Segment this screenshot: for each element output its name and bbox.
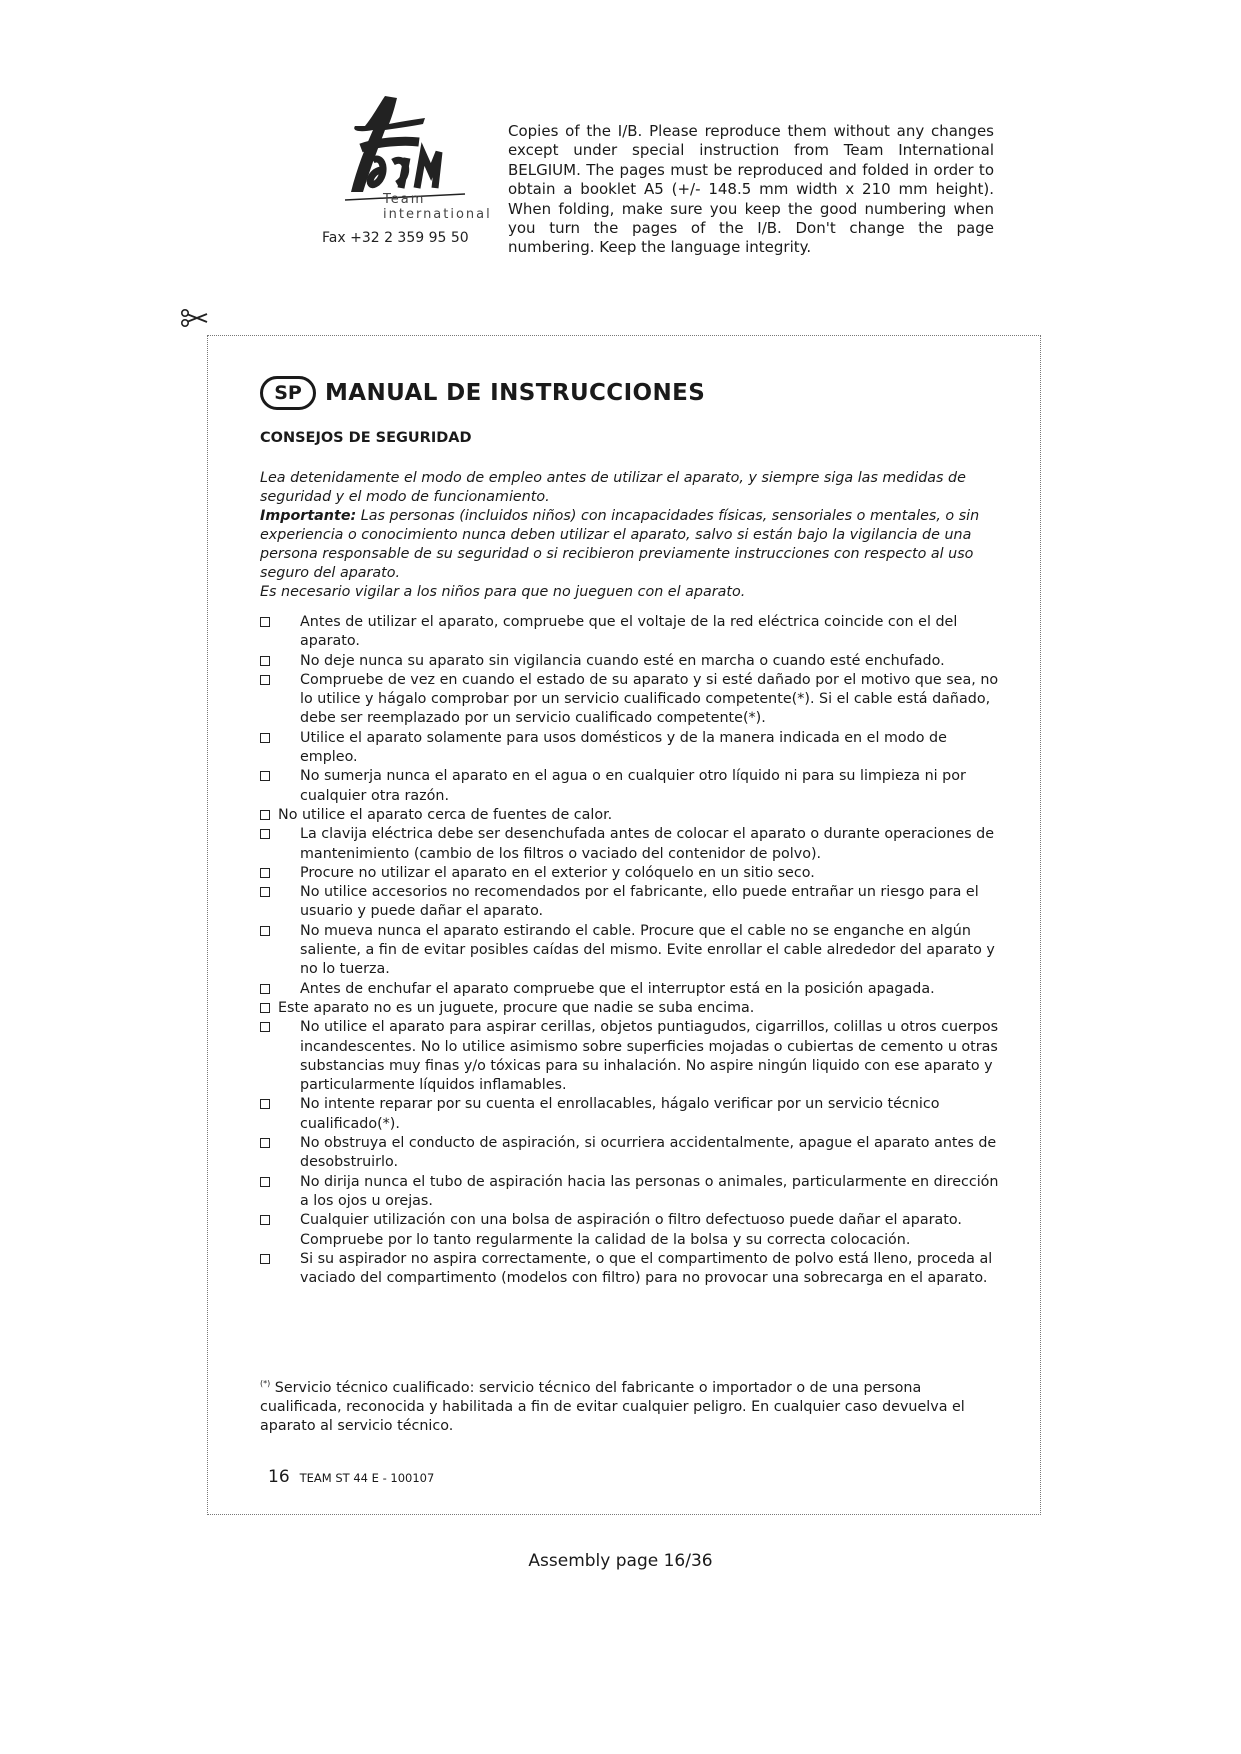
checkbox-bullet-icon xyxy=(260,810,270,820)
important-label: Importante: xyxy=(260,508,357,524)
page-title: MANUAL DE INSTRUCCIONES xyxy=(325,380,706,406)
list-item xyxy=(260,1173,1005,1212)
children-warning: Es necesario vigilar a los niños para que no jueguen con el aparato. xyxy=(260,584,746,600)
list-item xyxy=(260,1134,1005,1173)
list-item xyxy=(260,1211,1005,1250)
checkbox-bullet-icon xyxy=(260,1138,270,1148)
assembly-page-label: Assembly page 16/36 xyxy=(528,1551,713,1571)
list-item xyxy=(260,883,1005,922)
list-item xyxy=(260,980,1005,999)
language-badge: SP xyxy=(260,376,316,410)
checkbox-bullet-icon xyxy=(260,868,270,878)
list-item xyxy=(260,671,1005,729)
list-item xyxy=(260,922,1005,980)
list-item xyxy=(260,806,1005,825)
team-international-logo xyxy=(315,88,492,222)
list-item-text: No intente reparar por su cuenta el enrollacables, hágalo verificar por un servicio técnico cualificado(*). xyxy=(300,1096,940,1132)
list-item xyxy=(260,729,1005,768)
intro-text xyxy=(260,469,990,602)
list-item xyxy=(260,999,1005,1018)
list-item-text: No obstruya el conducto de aspiración, si ocurriera accidentalmente, apague el aparato antes de desobstruirlo. xyxy=(300,1135,997,1171)
important-text: Las personas (incluidos niños) con incapacidades físicas, sensoriales o mentales, o sin experiencia o conocimiento nunca deben utilizar el aparato, salvo si están bajo la vigilancia de una persona responsable de su seguridad o si recibieron previamente instrucciones con respecto al uso seguro del aparato. xyxy=(260,508,980,581)
list-item xyxy=(260,1095,1005,1134)
safety-list xyxy=(260,613,1005,1288)
list-item xyxy=(260,652,1005,671)
checkbox-bullet-icon xyxy=(260,1003,270,1013)
checkbox-bullet-icon xyxy=(260,1022,270,1032)
list-item-text: Cualquier utilización con una bolsa de aspiración o filtro defectuoso puede dañar el aparato. Compruebe por lo tanto regularmente la calidad de la bolsa y su correcta colocación. xyxy=(300,1212,962,1248)
model-code: TEAM ST 44 E - 100107 xyxy=(299,1471,435,1485)
list-item-text: Procure no utilizar el aparato en el exterior y colóquelo en un sitio seco. xyxy=(300,864,815,881)
list-item-text: No utilice el aparato cerca de fuentes de calor. xyxy=(278,806,613,823)
list-item-text: No deje nunca su aparato sin vigilancia cuando esté en marcha o cuando esté enchufado. xyxy=(300,652,945,669)
list-item xyxy=(260,767,1005,806)
page-number: 16 xyxy=(268,1467,290,1487)
list-item-text: No sumerja nunca el aparato en el agua o en cualquier otro líquido ni para su limpieza ni por cualquier otra razón. xyxy=(300,768,966,804)
list-item-text: Antes de utilizar el aparato, compruebe que el voltaje de la red eléctrica coincide con el del aparato. xyxy=(300,614,958,650)
intro-paragraph: Lea detenidamente el modo de empleo antes de utilizar el aparato, y siempre siga las medidas de seguridad y el modo de funcionamiento. xyxy=(260,470,966,505)
list-item-text: La clavija eléctrica debe ser desenchufada antes de colocar el aparato o durante operaciones de mantenimiento (cambio de los filtros o vaciado del contenidor de polvo). xyxy=(300,826,994,862)
list-item-text: Compruebe de vez en cuando el estado de su aparato y si esté dañado por el motivo que sea, no lo utilice y hágalo comprobar por un servicio cualificado competente(*). Si el cable está dañado, debe ser reemplazado por un servicio cualificado competente(*). xyxy=(300,671,999,727)
checkbox-bullet-icon xyxy=(260,656,270,666)
list-item xyxy=(260,825,1005,864)
checkbox-bullet-icon xyxy=(260,926,270,936)
list-item-text: No mueva nunca el aparato estirando el cable. Procure que el cable no se enganche en algún saliente, a fin de evitar posibles caídas del mismo. Evite enrollar el cable alrededor del aparato y no lo tuerza. xyxy=(300,922,995,978)
list-item-text: No utilice accesorios no recomendados por el fabricante, ello puede entrañar un riesgo para el usuario y puede dañar el aparato. xyxy=(300,884,979,920)
checkbox-bullet-icon xyxy=(260,829,270,839)
checkbox-bullet-icon xyxy=(260,675,270,685)
checkbox-bullet-icon xyxy=(260,771,270,781)
manual-title-row xyxy=(260,376,705,410)
checkbox-bullet-icon xyxy=(260,1215,270,1225)
footnote-mark: (*) xyxy=(260,1379,271,1388)
list-item xyxy=(260,864,1005,883)
checkbox-bullet-icon xyxy=(260,1099,270,1109)
section-heading: CONSEJOS DE SEGURIDAD xyxy=(260,430,472,446)
logo-caption: Team international xyxy=(383,192,492,222)
footnote xyxy=(260,1374,1000,1437)
list-item-text: Antes de enchufar el aparato compruebe que el interruptor está en la posición apagada. xyxy=(300,980,935,997)
list-item xyxy=(260,1018,1005,1095)
list-item-text: No utilice el aparato para aspirar cerillas, objetos puntiagudos, cigarrillos, colillas u otros cuerpos incandescentes. No lo utilice asimismo sobre superficies mojadas o cubiertas de cemento u otras substancias muy finas y/o tóxicas para su inhalación. No aspire ningún liquido con ese aparato y particularmente líquidos inflamables. xyxy=(300,1019,999,1094)
checkbox-bullet-icon xyxy=(260,984,270,994)
page-footer xyxy=(268,1467,434,1487)
footnote-text: Servicio técnico cualificado: servicio técnico del fabricante o importador o de una persona cualificada, reconocida y habilitada a fin de evitar cualquier peligro. En cualquier caso devuelva el aparato al servicio técnico. xyxy=(260,1379,965,1435)
checkbox-bullet-icon xyxy=(260,733,270,743)
checkbox-bullet-icon xyxy=(260,1177,270,1187)
fax-number: Fax +32 2 359 95 50 xyxy=(322,230,469,246)
important-paragraph xyxy=(260,507,990,583)
reproduction-instructions: Copies of the I/B. Please reproduce them without any changes except under special instruction from Team International BELGIUM. The pages must be reproduced and folded in order to obtain a booklet A5 (+/- 148.5 mm width x 210 mm height). When folding, make sure you keep the good numbering when you turn the pages of the I/B. Don't change the page numbering. Keep the language integrity. xyxy=(508,122,994,257)
checkbox-bullet-icon xyxy=(260,1254,270,1264)
list-item-text: No dirija nunca el tubo de aspiración hacia las personas o animales, particularmente en dirección a los ojos u orejas. xyxy=(300,1173,999,1209)
checkbox-bullet-icon xyxy=(260,887,270,897)
scissors-icon xyxy=(180,308,210,328)
list-item-text: Utilice el aparato solamente para usos domésticos y de la manera indicada en el modo de empleo. xyxy=(300,729,947,766)
list-item xyxy=(260,1250,1005,1289)
list-item xyxy=(260,613,1005,652)
checkbox-bullet-icon xyxy=(260,617,270,627)
list-item-text: Si su aspirador no aspira correctamente, o que el compartimento de polvo está lleno, proceda al vaciado del compartimento (modelos con filtro) para no provocar una sobrecarga en el aparato. xyxy=(300,1250,993,1287)
list-item-text: Este aparato no es un juguete, procure que nadie se suba encima. xyxy=(278,999,755,1016)
